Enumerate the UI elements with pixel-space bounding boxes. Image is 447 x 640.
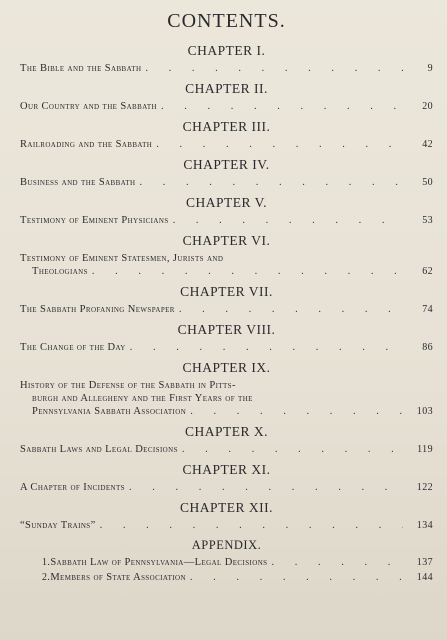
dot-leader xyxy=(100,519,403,532)
chapter-5 xyxy=(20,195,433,227)
chapter-heading: CHAPTER XI. xyxy=(182,462,271,477)
page-number: 119 xyxy=(417,444,433,455)
page-number: 86 xyxy=(422,342,433,353)
dot-leader xyxy=(92,265,403,278)
chapter-heading: CHAPTER V. xyxy=(185,195,268,210)
dot-leader xyxy=(173,214,403,227)
toc-entry-continued xyxy=(20,405,433,418)
toc-entry xyxy=(20,481,433,494)
chapter-heading: CHAPTER III. xyxy=(182,119,271,134)
chapter-title: Sabbath Laws and Legal Decisions xyxy=(20,444,178,455)
page-number: 42 xyxy=(422,139,433,150)
chapter-9 xyxy=(20,360,433,418)
toc-entry xyxy=(20,214,433,227)
chapter-title: The Bible and the Sabbath xyxy=(20,63,142,74)
dot-leader xyxy=(145,62,403,75)
page-number: 137 xyxy=(416,557,433,568)
chapter-2 xyxy=(20,81,433,113)
toc-entry xyxy=(20,100,433,113)
toc-entry xyxy=(20,341,433,354)
page-number: 62 xyxy=(422,266,433,277)
chapter-title: Business and the Sabbath xyxy=(20,177,136,188)
dot-leader xyxy=(140,176,404,189)
dot-leader xyxy=(179,303,403,316)
page-number: 122 xyxy=(416,482,433,493)
appendix-entry xyxy=(20,556,433,569)
chapter-4 xyxy=(20,157,433,189)
chapter-heading: CHAPTER IX. xyxy=(182,360,271,375)
chapter-title: A Chapter of Incidents xyxy=(20,482,125,493)
appendix-heading: APPENDIX. xyxy=(191,538,262,552)
appendix xyxy=(20,538,433,584)
appendix-entry xyxy=(20,571,433,584)
appendix-title: Members of State Association xyxy=(50,572,186,583)
chapter-heading: CHAPTER XII. xyxy=(180,500,273,515)
toc-entry-continued xyxy=(20,392,433,405)
chapter-title: “Sunday Trains” xyxy=(20,520,96,531)
toc-entry xyxy=(20,519,433,532)
dot-leader xyxy=(161,100,403,113)
toc-entry xyxy=(20,443,433,456)
chapter-title-line: Theologians xyxy=(32,266,88,277)
chapter-3 xyxy=(20,119,433,151)
chapter-title: The Change of the Day xyxy=(20,342,126,353)
appendix-number: 2. xyxy=(42,572,51,583)
chapter-heading: CHAPTER II. xyxy=(185,81,268,96)
page-number: 144 xyxy=(416,572,433,583)
chapter-8 xyxy=(20,322,433,354)
page-number: 134 xyxy=(416,520,433,531)
chapter-title-line: Testimony of Eminent Statesmen, Jurists and xyxy=(20,253,224,264)
chapter-heading: CHAPTER I. xyxy=(187,43,266,58)
contents-heading: CONTENTS. xyxy=(167,10,286,32)
chapter-heading: CHAPTER VI. xyxy=(182,233,271,248)
page-number: 9 xyxy=(427,63,433,74)
page-number: 103 xyxy=(416,406,433,417)
dot-leader xyxy=(130,341,403,354)
chapter-11 xyxy=(20,462,433,494)
chapter-title: The Sabbath Profaning Newspaper xyxy=(20,304,175,315)
chapter-6 xyxy=(20,233,433,278)
chapter-1 xyxy=(20,43,433,75)
page-number: 53 xyxy=(422,215,433,226)
toc-entry xyxy=(20,379,433,392)
page-number: 50 xyxy=(422,177,433,188)
dot-leader xyxy=(129,481,403,494)
chapter-heading: CHAPTER IV. xyxy=(183,157,270,172)
toc-entry xyxy=(20,303,433,316)
toc-entry xyxy=(20,176,433,189)
chapter-12 xyxy=(20,500,433,532)
toc-entry-continued xyxy=(20,265,433,278)
dot-leader xyxy=(190,405,403,418)
chapter-heading: CHAPTER X. xyxy=(184,424,268,439)
chapter-heading: CHAPTER VII. xyxy=(180,284,273,299)
chapter-title: Our Country and the Sabbath xyxy=(20,101,158,112)
chapter-title-line: burgh and Allegheny and the First Years of the xyxy=(32,393,253,404)
dot-leader xyxy=(182,443,403,456)
chapter-title-line: Pennsylvania Sabbath Association xyxy=(32,406,187,417)
dot-leader xyxy=(156,138,403,151)
chapter-title: Testimony of Eminent Physicians xyxy=(20,215,169,226)
toc-entry xyxy=(20,62,433,75)
dot-leader xyxy=(190,571,403,584)
chapter-title-line: History of the Defense of the Sabbath in Pitts- xyxy=(20,380,236,391)
toc-entry xyxy=(20,252,433,265)
appendix-title: Sabbath Law of Pennsylvania—Legal Decisions xyxy=(50,557,268,568)
page-number: 74 xyxy=(422,304,433,315)
toc-entry xyxy=(20,138,433,151)
chapter-heading: CHAPTER VIII. xyxy=(177,322,276,337)
chapter-10 xyxy=(20,424,433,456)
appendix-number: 1. xyxy=(42,557,51,568)
chapter-title: Railroading and the Sabbath xyxy=(20,139,153,150)
dot-leader xyxy=(271,556,403,569)
page-number: 20 xyxy=(422,101,433,112)
chapter-7 xyxy=(20,284,433,316)
